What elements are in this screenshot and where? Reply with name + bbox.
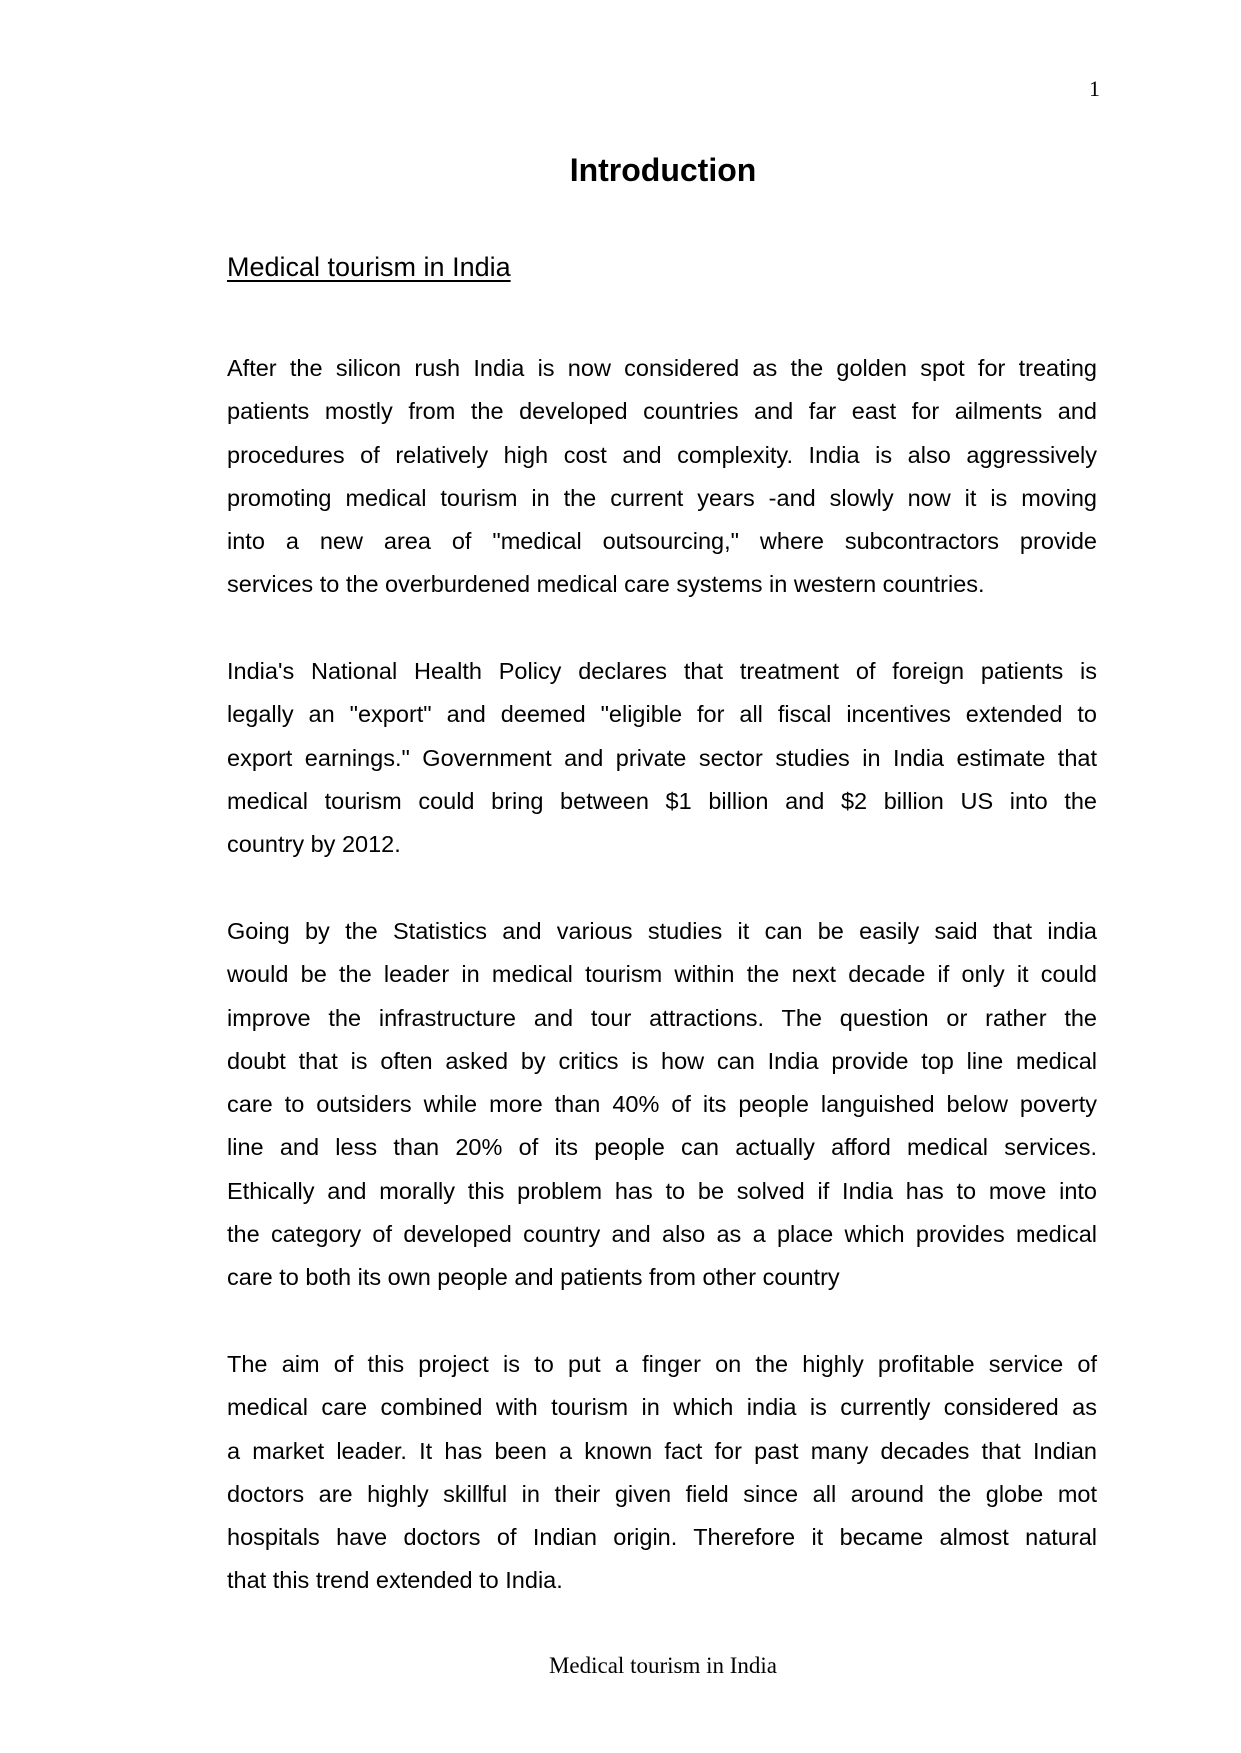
text-line: patients mostly from the developed countries and far east for ailments and — [227, 398, 1097, 425]
paragraph-3 — [227, 910, 1097, 1300]
text-line: into a new area of "medical outsourcing," where subcontractors provide — [227, 528, 1097, 555]
text-line: export earnings." Government and private sector studies in India estimate that — [227, 744, 1097, 771]
text-line: country by 2012. — [227, 831, 401, 858]
text-line: line and less than 20% of its people can actually afford medical services. — [227, 1134, 1097, 1161]
text-line: the category of developed country and also as a place which provides medical — [227, 1221, 1097, 1248]
text-line: After the silicon rush India is now considered as the golden spot for treating — [227, 355, 1097, 381]
paragraph-2 — [227, 650, 1097, 866]
text-line: medical tourism could bring between $1 billion and $2 billion US into the — [227, 787, 1097, 814]
page-title: Introduction — [569, 152, 757, 188]
page-number: 1 — [1089, 76, 1100, 101]
section-heading: Medical tourism in India — [227, 252, 511, 282]
text-line: doubt that is often asked by critics is how can India provide top line medical — [227, 1047, 1097, 1074]
text-line: would be the leader in medical tourism within the next decade if only it could — [227, 961, 1097, 988]
text-line: services to the overburdened medical care systems in western countries. — [227, 571, 985, 598]
paragraph-4 — [227, 1343, 1097, 1603]
text-line: Ethically and morally this problem has to be solved if India has to move into — [227, 1177, 1097, 1204]
text-line: legally an "export" and deemed "eligible for all fiscal incentives extended to — [227, 701, 1097, 728]
text-line: care to outsiders while more than 40% of its people languished below poverty — [227, 1091, 1097, 1118]
text-line: procedures of relatively high cost and complexity. India is also aggressively — [227, 441, 1097, 468]
text-line: hospitals have doctors of Indian origin. Therefore it became almost natural — [227, 1524, 1097, 1551]
page-footer: Medical tourism in India — [548, 1653, 778, 1678]
text-line: care to both its own people and patients from other country — [227, 1264, 840, 1291]
text-line: improve the infrastructure and tour attractions. The question or rather the — [227, 1004, 1097, 1031]
text-line: The aim of this project is to put a finger on the highly profitable service of — [227, 1351, 1097, 1377]
text-line: India's National Health Policy declares that treatment of foreign patients is — [227, 658, 1097, 684]
text-line: doctors are highly skillful in their given field since all around the globe mot — [227, 1480, 1097, 1507]
text-line: that this trend extended to India. — [227, 1567, 563, 1594]
text-line: promoting medical tourism in the current years -and slowly now it is moving — [227, 484, 1097, 511]
text-line: medical care combined with tourism in which india is currently considered as — [227, 1394, 1097, 1421]
text-line: Going by the Statistics and various studies it can be easily said that india — [227, 918, 1097, 944]
text-line: a market leader. It has been a known fact for past many decades that Indian — [227, 1437, 1097, 1464]
paragraph-1 — [227, 347, 1097, 607]
